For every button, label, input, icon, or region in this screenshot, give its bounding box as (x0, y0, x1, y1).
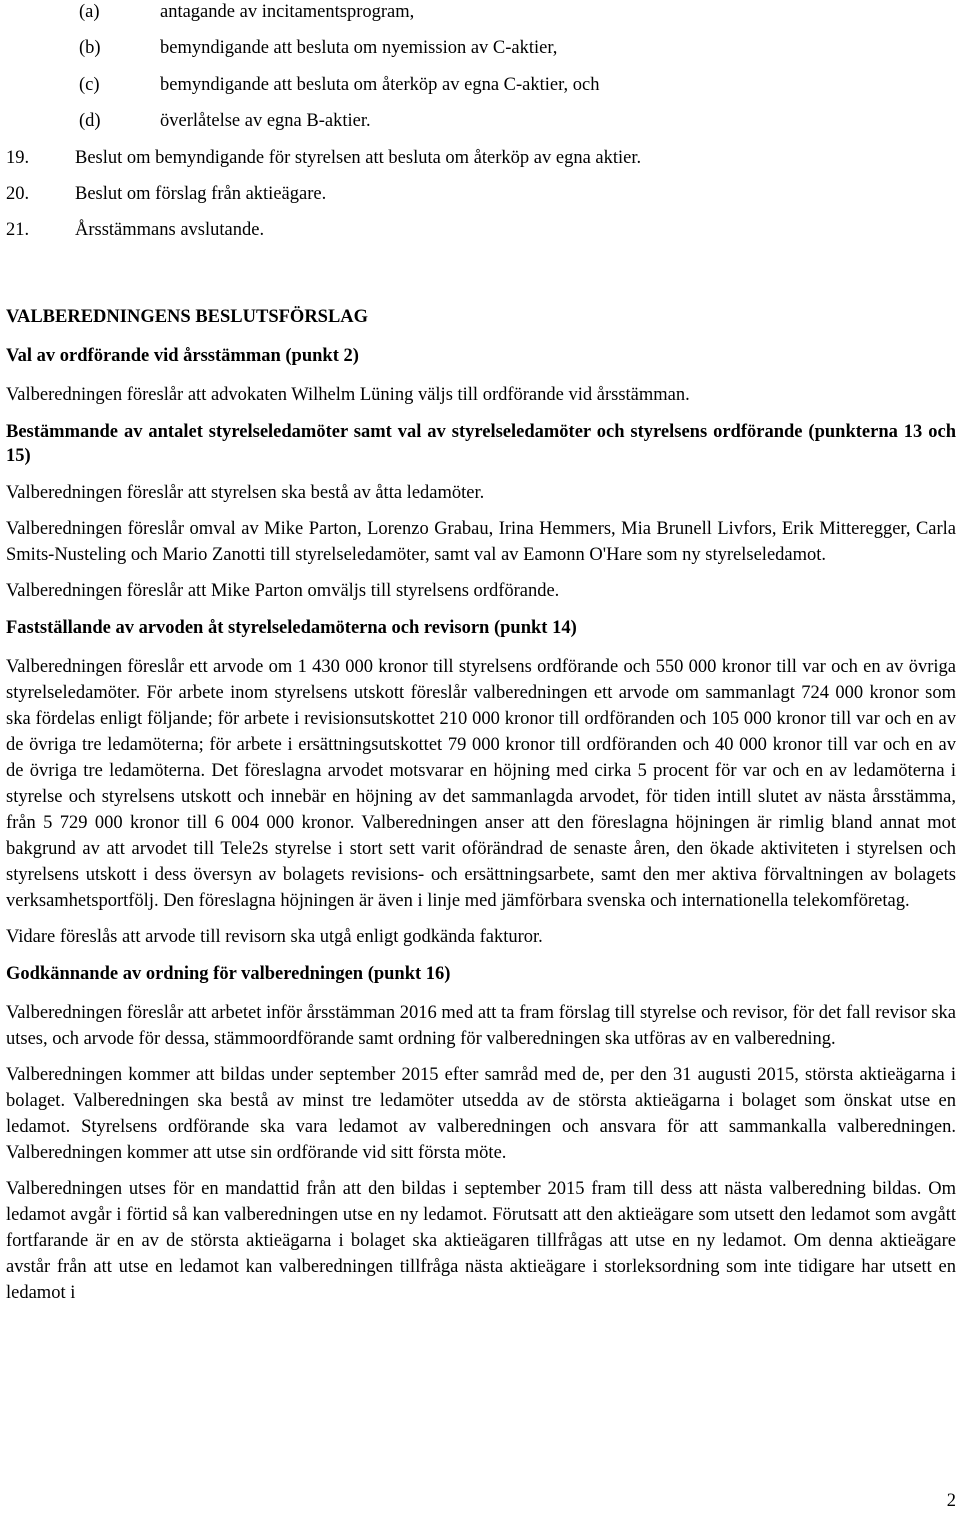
list-item (6, 0, 956, 36)
list-item-label: (d) (79, 111, 101, 132)
agenda-item-list (6, 146, 956, 255)
agenda-item-text: Årsstämmans avslutande. (75, 220, 265, 241)
paragraph: Valberedningen föreslår ett arvode om 1 430 000 kronor till styrelsens ordförande och 550 000 kronor till var och en av övriga styrelseledamöter. För arbete inom styrelsens utskott föreslår valberedningen ett arvode om sammanlagt 724 000 kronor som ska fördelas enligt följande; för arbete i revisionsutskottet 210 000 kronor till ordföranden och 105 000 kronor till var och en av de övriga tre ledamöterna; för arbete i ersättningsutskottet 79 000 kronor till ordföranden och 40 000 kronor till var och en av de övriga tre ledamöterna. Det föreslagna arvodet motsvarar en höjning med cirka 5 procent för var och en av ledamöterna i styrelse och styrelsens utskott och innebär en höjning av det sammanlagda arvodet, för tiden intill slutet av nästa årsstämma, från 5 729 000 kronor till 6 004 000 kronor. Valberedningen anser att den föreslagna höjningen är rimlig bland annat mot bakgrund av att arvodet till Tele2s styrelse i stort sett varit oförändrad de senaste åren, den ökade aktiviteten i styrelsen och styrelsens utskott i dess översyn av bolagets revisions- och ersättningsarbete, samt den mer aktiva förvaltningen av bolagets verksamhetsportfölj. Den föreslagna höjningen är även i linje med jämförbara svenska och internationella telekomföretag. (6, 656, 956, 911)
list-item-text: bemyndigande att besluta om återköp av egna C-aktier, och (160, 74, 600, 95)
agenda-item (6, 146, 956, 182)
sub-item-list (6, 0, 956, 146)
list-item-label: (b) (79, 38, 101, 59)
list-item-text: överlåtelse av egna B-aktier. (160, 111, 371, 132)
paragraph: Vidare föreslås att arvode till revisorn ska utgå enligt godkända fakturor. (6, 926, 543, 947)
list-item-label: (a) (79, 2, 100, 22)
document-page (6, 0, 956, 1306)
paragraph: Valberedningen föreslår att advokaten Wilhelm Lüning väljs till ordförande vid årsstämman. (6, 384, 690, 405)
page-number: 2 (946, 1491, 956, 1511)
list-item-text: antagande av incitamentsprogram, (160, 2, 415, 22)
main-heading: VALBEREDNINGENS BESLUTSFÖRSLAG (6, 306, 369, 327)
paragraph: Valberedningen kommer att bildas under september 2015 efter samråd med de, per den 31 augusti 2015, största aktieägarna i bolaget. Valberedningen ska bestå av minst tre ledamöter utsedda av de största aktieägarna i bolaget som önskat utse en ledamot. Styrelsens ordförande ska vara ledamot av valberedningen och ansvara för att sammankalla valberedningen. Valberedningen kommer att utse sin ordförande vid sitt första möte. (6, 1064, 956, 1163)
agenda-item-text: Beslut om bemyndigande för styrelsen att besluta om återköp av egna aktier. (75, 147, 642, 168)
section-heading-board: Bestämmande av antalet styrelseledamöter samt val av styrelseledamöter och styrelsens ordförande (punkterna 13 och 15) (6, 421, 956, 466)
paragraph: Valberedningen föreslår att styrelsen ska bestå av åtta ledamöter. (6, 482, 485, 503)
agenda-item (6, 218, 956, 254)
paragraph: Valberedningen föreslår att arbetet inför årsstämman 2016 med att ta fram förslag till styrelse och revisor, för det fall revisor ska utses, och arvode för dessa, stämmoordförande samt ordning för valberedningen ska utföras av en valberedning. (6, 1002, 956, 1049)
agenda-item-number: 20. (6, 183, 30, 204)
list-item (6, 36, 956, 72)
list-item (6, 73, 956, 109)
agenda-item-text: Beslut om förslag från aktieägare. (75, 183, 327, 204)
agenda-item-number: 19. (6, 147, 30, 168)
paragraph: Valberedningen föreslår omval av Mike Parton, Lorenzo Grabau, Irina Hemmers, Mia Brunell Livfors, Erik Mitteregger, Carla Smits-Nusteling och Mario Zanotti till styrelseledamöter, samt val av Eamonn O'Hare som ny styrelseledamot. (6, 518, 956, 565)
section-heading-nomination: Godkännande av ordning för valberedningen (punkt 16) (6, 963, 451, 984)
paragraph: Valberedningen utses för en mandattid från att den bildas i september 2015 fram till dess att nästa valberedning bildas. Om ledamot avgår i förtid så kan valberedningen utse en ny ledamot. Förutsatt att den aktieägare som utsett den ledamot som avgått fortfarande är en av de största aktieägarna i bolaget ska aktieägaren tillfrågas att utse en ny ledamot. Om denna aktieägare avstår från att utse en ledamot kan valberedningen tillfråga nästa aktieägare i storleksordning som inte tidigare har utsett en ledamot i (6, 1178, 956, 1303)
section-heading-fees: Fastställande av arvoden åt styrelseledamöterna och revisorn (punkt 14) (6, 617, 577, 638)
paragraph: Valberedningen föreslår att Mike Parton omväljs till styrelsens ordförande. (6, 580, 560, 601)
section-heading-chair: Val av ordförande vid årsstämman (punkt 2) (6, 345, 359, 366)
list-item (6, 109, 956, 145)
agenda-item (6, 182, 956, 218)
list-item-text: bemyndigande att besluta om nyemission av C-aktier, (160, 38, 558, 59)
agenda-item-number: 21. (6, 220, 30, 241)
list-item-label: (c) (79, 74, 100, 95)
